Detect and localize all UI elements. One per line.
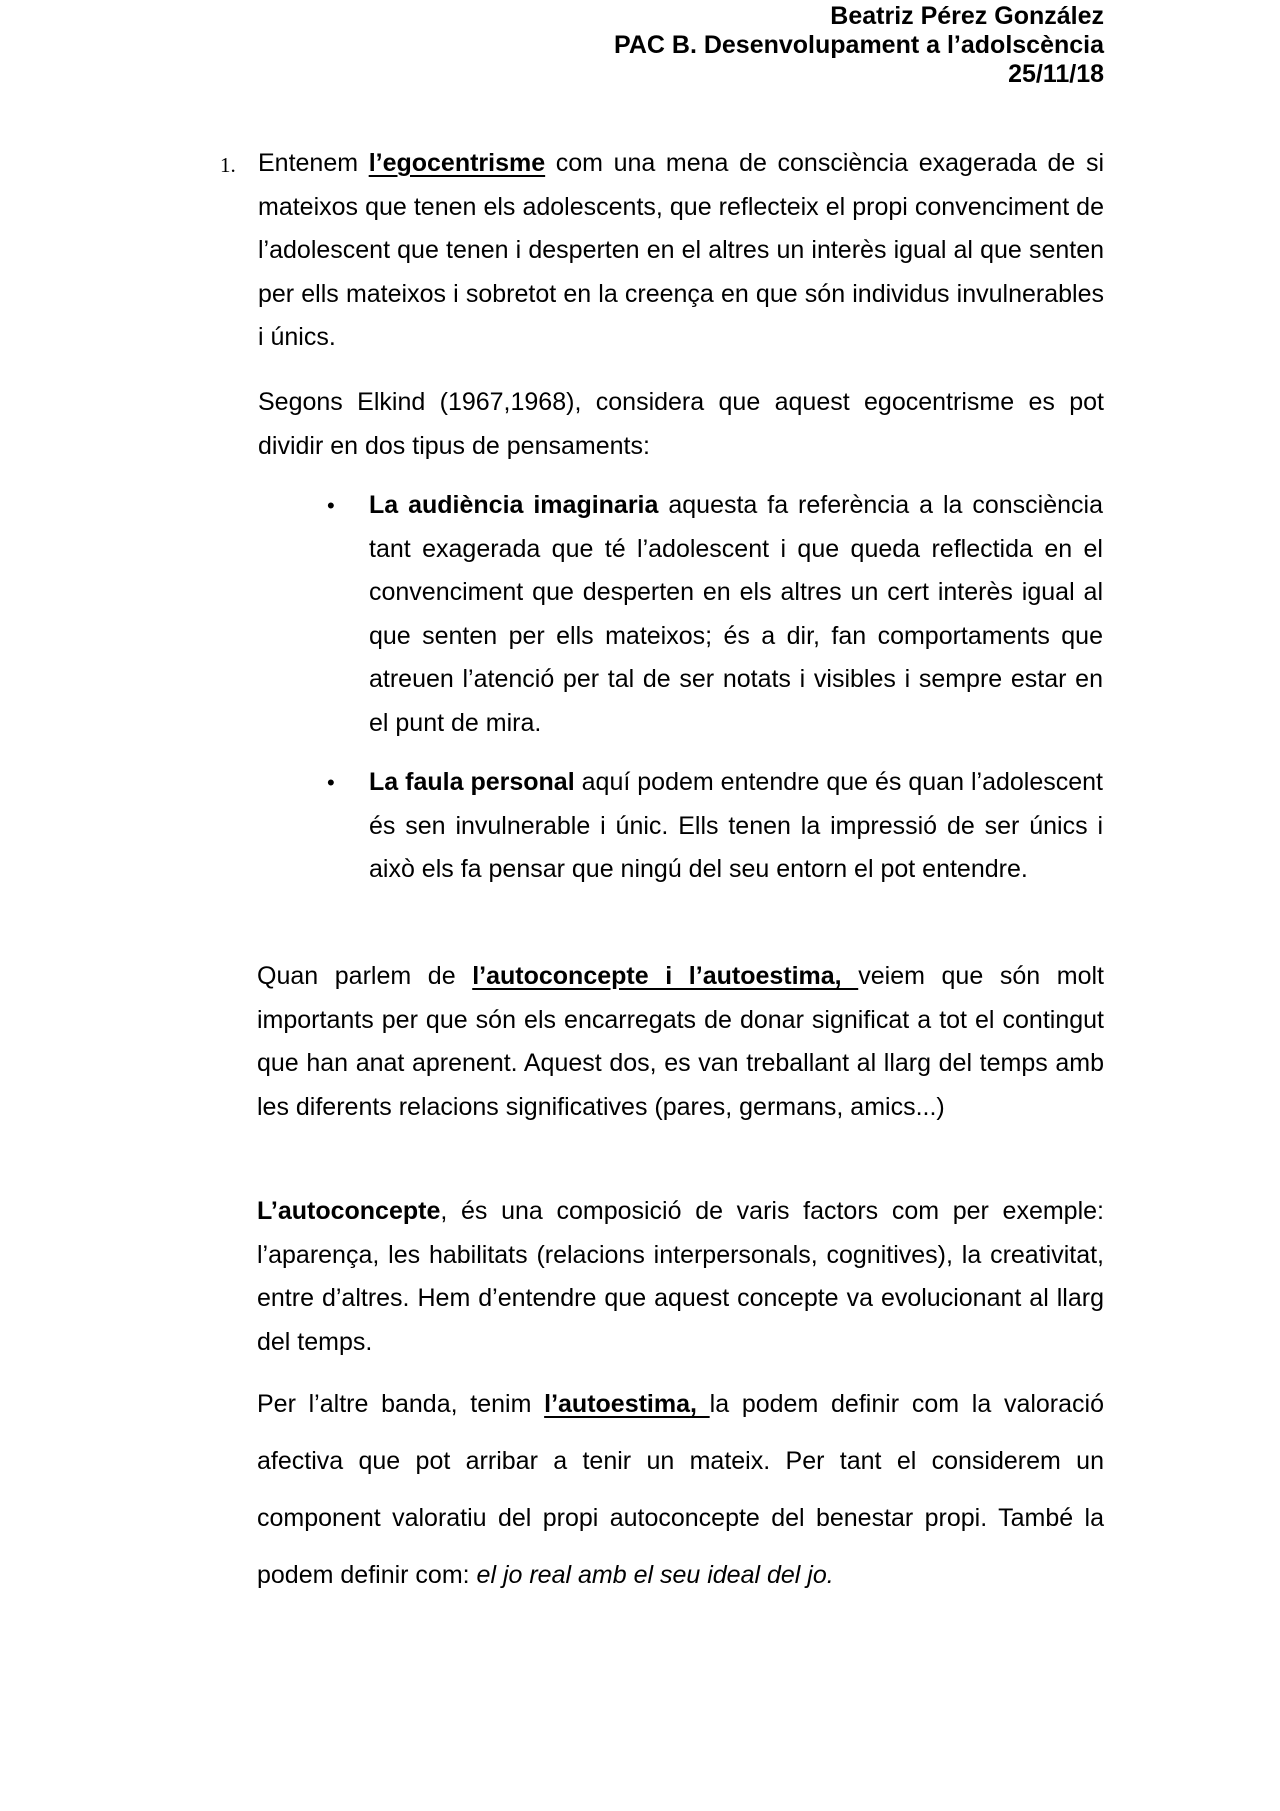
autoestima-italic-quote: el jo real amb el seu ideal del jo. — [476, 1561, 834, 1589]
bullet-list — [327, 484, 1103, 892]
section-autoconcepte-autoestima — [257, 955, 1104, 1129]
list-item — [327, 761, 1103, 892]
course-title: PAC B. Desenvolupament a l’adolscència — [614, 31, 1104, 59]
document-date: 25/11/18 — [1008, 60, 1104, 88]
term-faula-personal: La faula personal — [369, 768, 575, 796]
autoestima-text-before: Per l’altre banda, tenim — [257, 1390, 545, 1418]
term-audiencia-imaginaria: La audiència imaginaria — [369, 491, 659, 519]
page-header — [614, 2, 1104, 89]
bullet-marker: • — [327, 770, 335, 795]
section-egocentrisme — [220, 142, 1104, 360]
bullet-marker: • — [327, 493, 335, 518]
term-autoconcepte-autoestima: l’autoconcepte i l’autoestima, — [472, 962, 859, 990]
bullet-text: aquí podem entendre que és quan l’adolescent és sen invulnerable i únic. Ells tenen la impressió de ser únics i això els fa pensar que ningú del seu entorn el pot entendre. — [369, 768, 1103, 883]
autoconcepte-autoestima-paragraph — [257, 955, 1104, 1129]
intro-text-after: com una mena de consciència exagerada de si mateixos que tenen els adolescents, que reflecteix el propi convenciment de l’adolescent que tenen i desperten en el altres un interès igual al que senten per ells mateixos i sobretot en la creença en que són individus invulnerables i únics. — [258, 149, 1104, 351]
bullet-paragraph — [369, 484, 1103, 745]
section-autoestima-definition — [257, 1376, 1104, 1604]
term-autoestima: l’autoestima, — [544, 1390, 710, 1418]
autoconcepte-text: , és una composició de varis factors com per exemple: l’aparença, les habilitats (relacions interpersonals, cognitives), la creativitat, entre d’altres. Hem d’entendre que aquest concepte va evolucionant al llarg del temps. — [257, 1197, 1104, 1356]
bullet-text: aquesta fa referència a la consciència tant exagerada que té l’adolescent i que queda reflectida en el convenciment que desperten en els altres un cert interès igual al que senten per ells mateixos; és a dir, fan comportaments que atreuen l’atenció per tal de ser notats i visibles i sempre estar en el punt de mira. — [369, 491, 1103, 737]
list-item — [327, 484, 1103, 745]
list-number: 1. — [220, 153, 236, 177]
intro-text-before: Entenem — [258, 149, 369, 177]
autoestima-text-after: la podem definir com la valoració afectiva que pot arribar a tenir un mateix. Per tant el considerem un component valoratiu del propi autoconcepte del benestar propi. També la podem definir com: — [257, 1390, 1104, 1589]
autoconcepte-paragraph — [257, 1190, 1104, 1364]
section-autoconcepte-definition — [257, 1190, 1104, 1364]
egocentrisme-paragraph — [258, 142, 1104, 360]
intro-text-after: veiem que són molt importants per que són els encarregats de donar significat a tot el contingut que han anat aprenent. Aquest dos, es van treballant al llarg del temps amb les diferents relacions significatives (pares, germans, amics...) — [257, 962, 1104, 1121]
author-name: Beatriz Pérez González — [830, 2, 1104, 30]
elkind-paragraph: Segons Elkind (1967,1968), considera que aquest egocentrisme es pot dividir en dos tipus de pensaments: — [258, 388, 1104, 460]
intro-text-before: Quan parlem de — [257, 962, 473, 990]
term-autoconcepte: L’autoconcepte — [257, 1197, 441, 1225]
section-elkind — [258, 381, 1104, 468]
bullet-paragraph — [369, 761, 1103, 892]
autoestima-paragraph — [257, 1376, 1104, 1604]
term-egocentrisme: l’egocentrisme — [368, 149, 546, 177]
